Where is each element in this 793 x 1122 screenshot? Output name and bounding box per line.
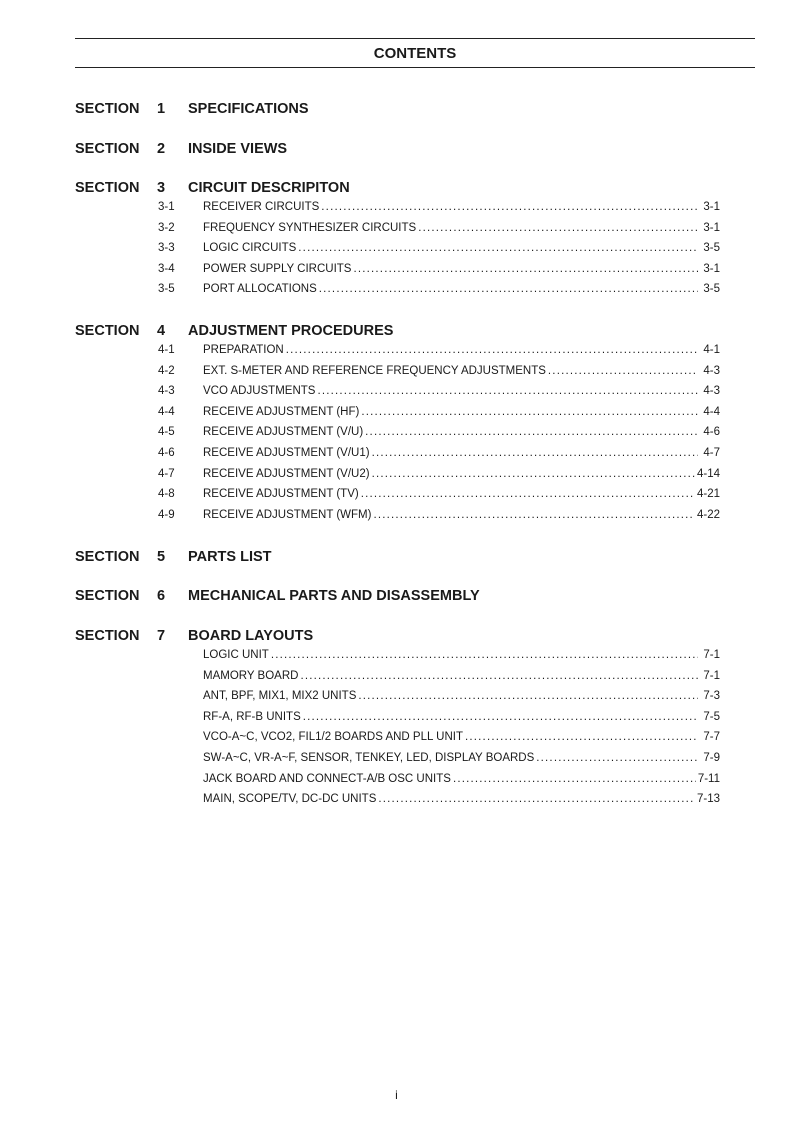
- entry-title: LOGIC CIRCUITS: [203, 242, 297, 255]
- section-title: SPECIFICATIONS: [188, 101, 309, 117]
- toc-entry: [158, 365, 720, 379]
- dot-leader: [361, 406, 698, 418]
- entry-line: [203, 283, 720, 295]
- section-title: ADJUSTMENT PROCEDURES: [188, 323, 394, 339]
- section-number: 2: [157, 141, 166, 157]
- section-word: SECTION: [75, 323, 140, 339]
- entry-page: 4-3: [703, 364, 720, 377]
- section-number: 5: [157, 549, 166, 565]
- entry-number: 4-7: [158, 467, 175, 480]
- entry-title: VCO ADJUSTMENTS: [203, 385, 316, 398]
- entry-title: ANT, BPF, MIX1, MIX2 UNITS: [203, 690, 357, 703]
- section-word: SECTION: [75, 549, 140, 565]
- section-title: PARTS LIST: [188, 549, 272, 565]
- entry-line: [203, 468, 720, 480]
- entry-line: [203, 488, 720, 500]
- entry-page: 4-22: [696, 508, 720, 521]
- entry-page: 7-13: [696, 793, 720, 806]
- entry-title: RECEIVE ADJUSTMENT (TV): [203, 488, 359, 501]
- entry-title: PORT ALLOCATIONS: [203, 283, 317, 296]
- dot-leader: [300, 670, 698, 682]
- toc-entry: [158, 773, 720, 787]
- section-word: SECTION: [75, 180, 140, 196]
- dot-leader: [353, 263, 698, 275]
- section-number: 7: [157, 628, 166, 644]
- entry-title: VCO-A~C, VCO2, FIL1/2 BOARDS AND PLL UNIT: [203, 731, 463, 744]
- entry-number: 4-1: [158, 344, 175, 356]
- entry-number: 4-8: [158, 488, 175, 501]
- dot-leader: [372, 468, 695, 480]
- entry-page: 4-3: [703, 385, 720, 398]
- entry-page: 4-6: [703, 426, 720, 439]
- entry-line: [203, 222, 720, 234]
- entry-title: MAMORY BOARD: [203, 669, 299, 682]
- dot-leader: [465, 731, 698, 743]
- entry-page: 4-4: [703, 405, 720, 418]
- dot-leader: [317, 385, 698, 397]
- dot-leader: [303, 711, 698, 723]
- dot-leader: [536, 752, 698, 764]
- toc-entry: [158, 283, 720, 297]
- entry-page: 3-5: [703, 242, 720, 255]
- entry-line: [203, 773, 720, 785]
- entry-number: 3-5: [158, 283, 175, 296]
- entry-page: 7-7: [703, 731, 720, 744]
- toc-entry: [158, 752, 720, 766]
- entry-line: [203, 365, 720, 377]
- toc-entry: [158, 731, 720, 745]
- toc-entry: [158, 488, 720, 502]
- entry-page: 7-5: [703, 710, 720, 723]
- entry-title: RECEIVER CIRCUITS: [203, 201, 320, 213]
- entry-number: 4-9: [158, 508, 175, 521]
- entry-title: FREQUENCY SYNTHESIZER CIRCUITS: [203, 221, 417, 234]
- section-number: 6: [157, 588, 166, 604]
- entry-title: JACK BOARD AND CONNECT-A/B OSC UNITS: [203, 772, 451, 785]
- section-word: SECTION: [75, 588, 140, 604]
- entry-page: 7-1: [703, 669, 720, 682]
- dot-leader: [372, 447, 698, 459]
- dot-leader: [378, 793, 695, 805]
- entry-line: [203, 426, 720, 438]
- entry-line: [203, 406, 720, 418]
- entry-title: RECEIVE ADJUSTMENT (V/U2): [203, 467, 370, 480]
- dot-leader: [373, 509, 695, 521]
- entry-number: 3-4: [158, 262, 175, 275]
- entry-title: POWER SUPPLY CIRCUITS: [203, 262, 352, 275]
- entry-number: 3-1: [158, 201, 175, 213]
- section-title: MECHANICAL PARTS AND DISASSEMBLY: [188, 588, 480, 604]
- entry-line: [203, 242, 720, 254]
- entry-page: 4-7: [703, 447, 720, 459]
- toc-entry: [158, 344, 720, 358]
- toc-entry: [158, 242, 720, 256]
- toc-entry: [158, 263, 720, 277]
- entry-page: 4-21: [696, 488, 720, 501]
- entry-number: 4-5: [158, 426, 175, 439]
- toc-entry: [158, 690, 720, 704]
- toc-entry: [158, 649, 720, 663]
- dot-leader: [286, 344, 698, 356]
- entry-line: [203, 793, 720, 805]
- dot-leader: [271, 649, 698, 661]
- toc-entry: [158, 468, 720, 482]
- section-number: 4: [157, 323, 166, 339]
- toc-entry: [158, 385, 720, 399]
- entry-title: SW-A~C, VR-A~F, SENSOR, TENKEY, LED, DISPLAY BOARDS: [203, 752, 535, 764]
- entry-page: 7-11: [697, 772, 720, 785]
- page-number: i: [395, 1088, 398, 1102]
- entry-page: 3-1: [703, 262, 720, 275]
- entry-line: [203, 201, 720, 213]
- entry-page: 7-9: [703, 752, 720, 764]
- toc-entry: [158, 406, 720, 420]
- entry-title: PREPARATION: [203, 344, 284, 356]
- entry-title: RECEIVE ADJUSTMENT (WFM): [203, 508, 372, 521]
- entry-number: 4-3: [158, 385, 175, 398]
- entry-line: [203, 447, 720, 459]
- entry-title: RECEIVE ADJUSTMENT (V/U1): [203, 447, 370, 459]
- entry-page: 3-1: [703, 221, 720, 234]
- entry-line: [203, 509, 720, 521]
- toc-entry: [158, 670, 720, 684]
- entry-line: [203, 690, 720, 702]
- toc-entry: [158, 222, 720, 236]
- dot-leader: [418, 222, 698, 234]
- dot-leader: [298, 242, 698, 254]
- entry-title: LOGIC UNIT: [203, 649, 269, 661]
- entry-page: 7-1: [703, 649, 720, 661]
- toc-entry: [158, 711, 720, 725]
- entry-line: [203, 752, 720, 764]
- entry-title: RF-A, RF-B UNITS: [203, 710, 301, 723]
- section-word: SECTION: [75, 141, 140, 157]
- top-rule: [75, 38, 755, 39]
- entry-number: 4-2: [158, 364, 175, 377]
- entry-number: 3-2: [158, 221, 175, 234]
- section-title: BOARD LAYOUTS: [188, 628, 314, 644]
- entry-line: [203, 711, 720, 723]
- entry-number: 4-4: [158, 405, 175, 418]
- entry-line: [203, 649, 720, 661]
- toc-entry: [158, 426, 720, 440]
- entry-title: RECEIVE ADJUSTMENT (HF): [203, 405, 360, 418]
- entry-title: EXT. S-METER AND REFERENCE FREQUENCY ADJUSTMENTS: [203, 364, 546, 377]
- entry-title: RECEIVE ADJUSTMENT (V/U): [203, 426, 364, 439]
- section-number: 1: [157, 101, 166, 117]
- entry-number: 3-3: [158, 242, 175, 255]
- dot-leader: [358, 690, 698, 702]
- entry-page: 7-3: [703, 690, 720, 703]
- toc-entry: [158, 793, 720, 807]
- entry-line: [203, 263, 720, 275]
- dot-leader: [321, 201, 698, 213]
- entry-page: 4-14: [696, 467, 720, 480]
- section-title: INSIDE VIEWS: [188, 141, 288, 157]
- section-title: CIRCUIT DESCRIPITON: [188, 180, 350, 196]
- section-word: SECTION: [75, 628, 140, 644]
- entry-line: [203, 344, 720, 356]
- entry-page: 3-1: [703, 201, 720, 213]
- entry-line: [203, 385, 720, 397]
- toc-entry: [158, 509, 720, 523]
- entry-line: [203, 731, 720, 743]
- entry-line: [203, 670, 720, 682]
- section-word: SECTION: [75, 101, 140, 117]
- page-title: CONTENTS: [373, 45, 457, 62]
- toc-entry: [158, 201, 720, 215]
- entry-title: MAIN, SCOPE/TV, DC-DC UNITS: [203, 793, 377, 806]
- dot-leader: [453, 773, 696, 785]
- dot-leader: [319, 283, 698, 295]
- toc-entry: [158, 447, 720, 461]
- dot-leader: [548, 365, 698, 377]
- entry-page: 3-5: [703, 283, 720, 296]
- dot-leader: [365, 426, 698, 438]
- entry-number: 4-6: [158, 447, 175, 459]
- title-underline: [75, 67, 755, 68]
- section-number: 3: [157, 180, 166, 196]
- dot-leader: [361, 488, 695, 500]
- entry-page: 4-1: [703, 344, 720, 356]
